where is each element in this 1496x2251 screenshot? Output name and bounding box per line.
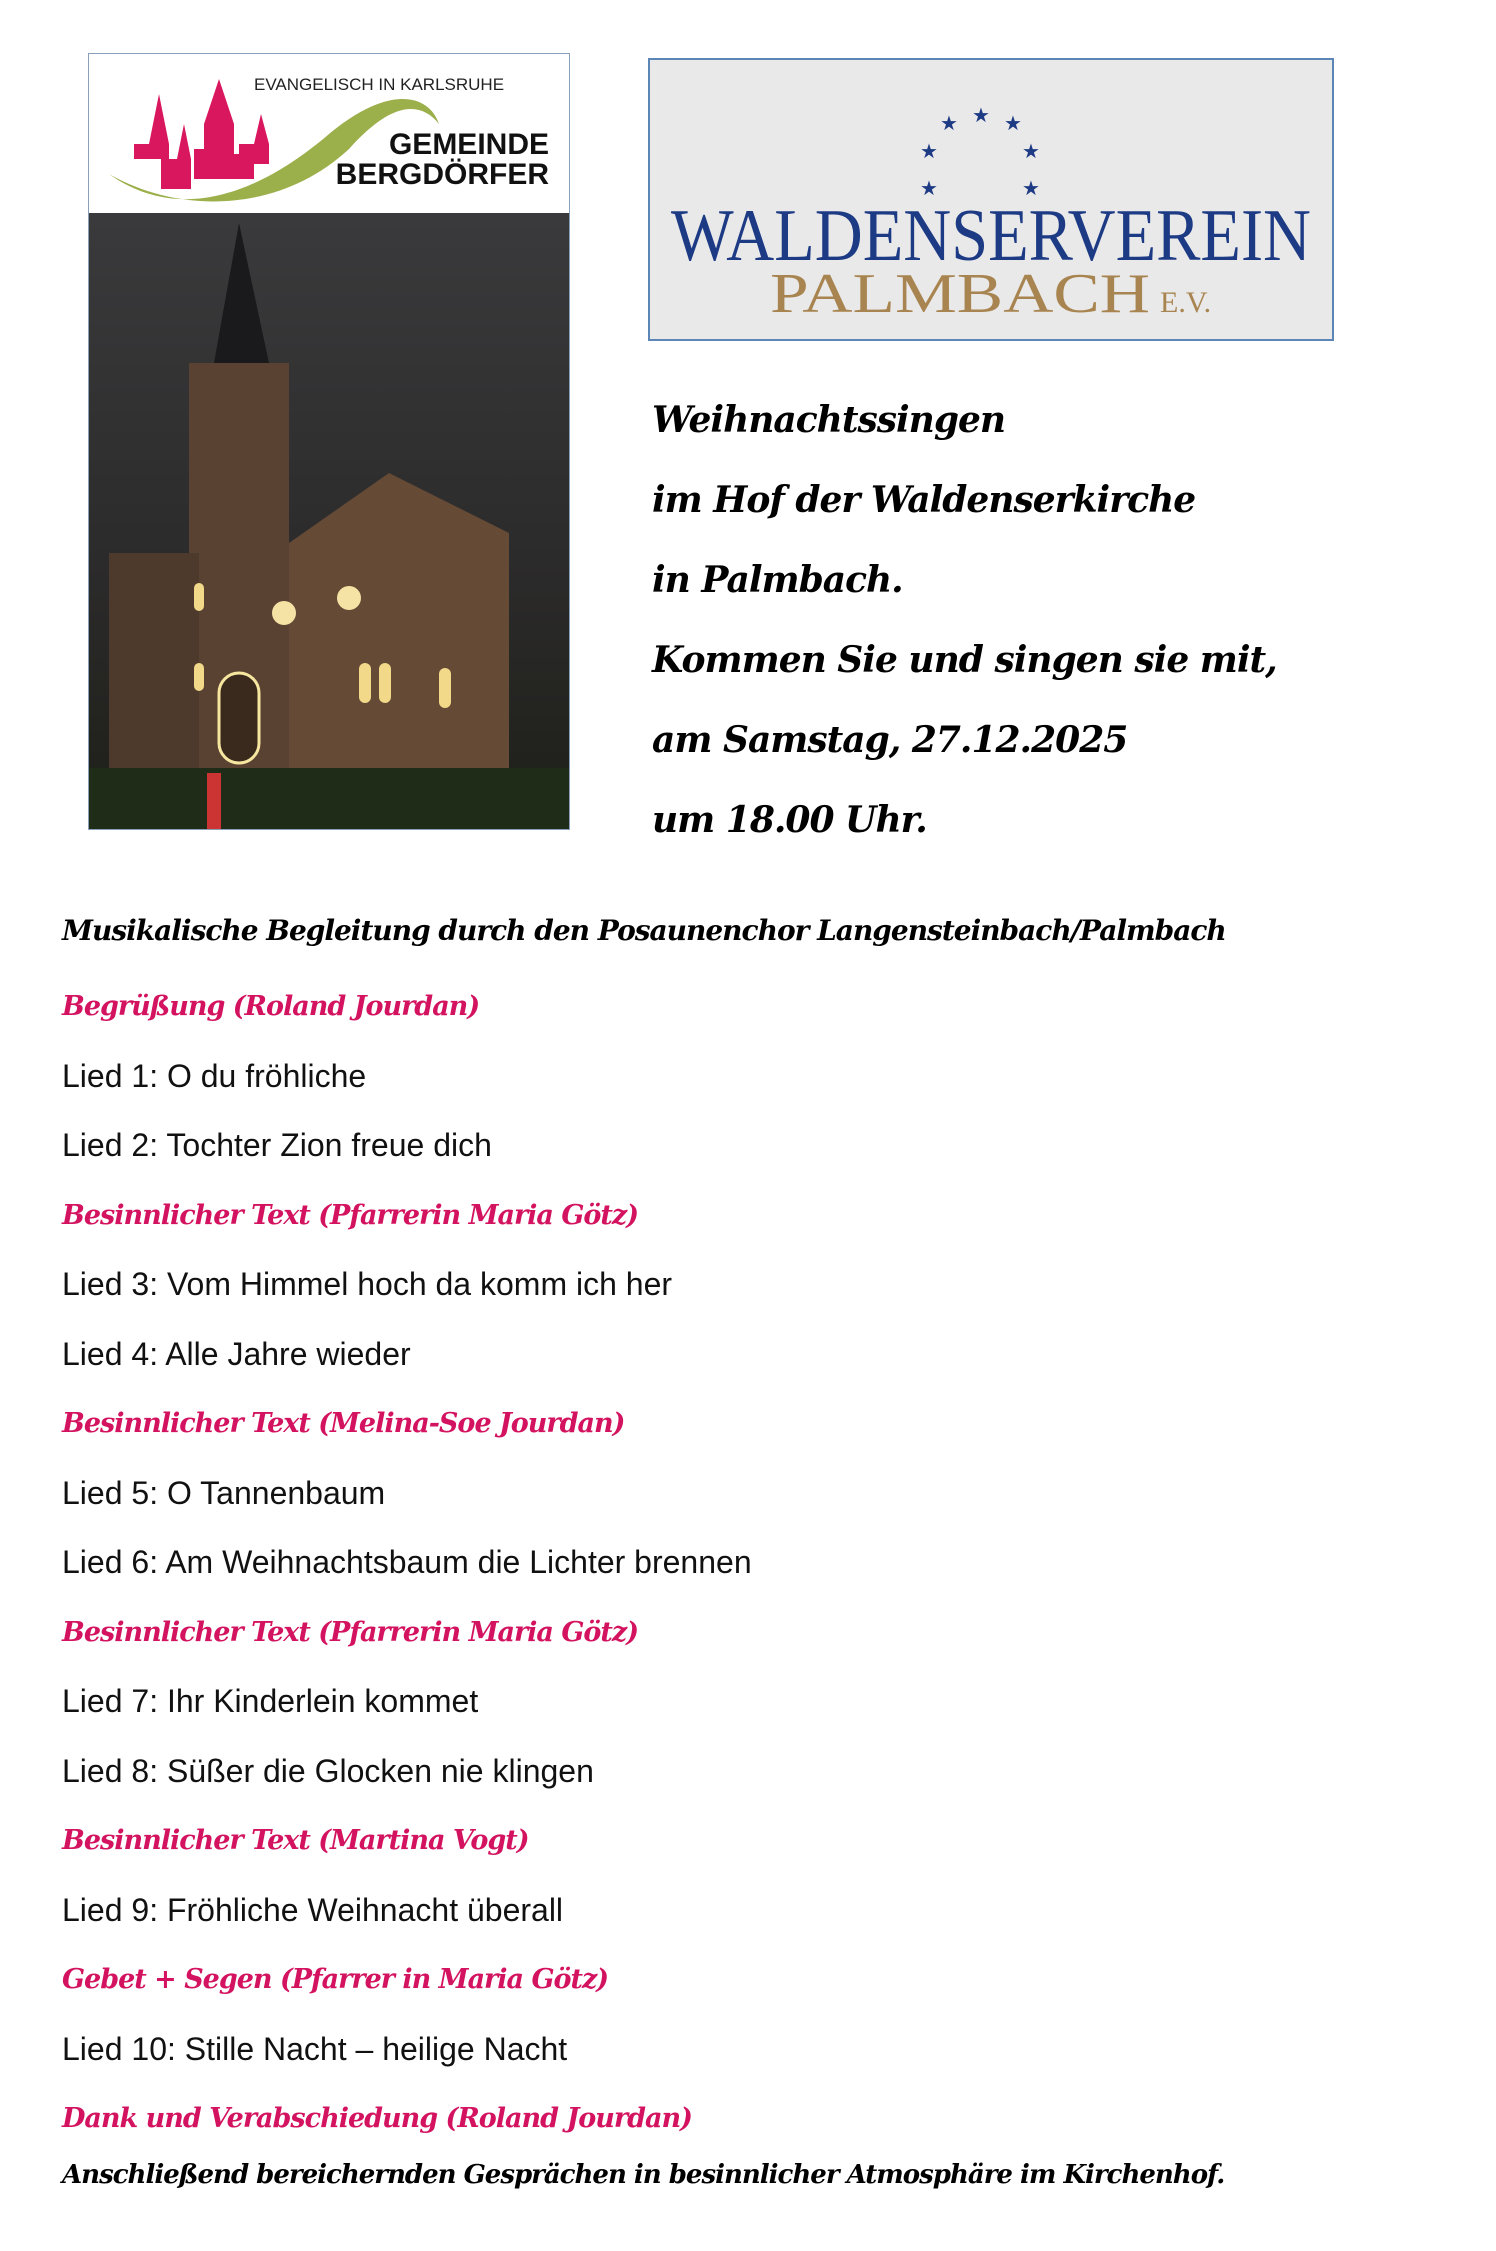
logo-suffix: E.V.: [1160, 286, 1212, 319]
svg-text:★: ★: [920, 139, 938, 163]
headline-line: um 18.00 Uhr.: [652, 799, 927, 841]
logo-tagline: EVANGELISCH IN KARLSRUHE: [254, 75, 505, 94]
song-item: Lied 1: O du fröhliche: [62, 1057, 367, 1094]
speaker-item: Besinnlicher Text (Pfarrerin Maria Götz): [62, 1199, 638, 1231]
stars-icon: [920, 103, 1040, 200]
svg-text:★: ★: [940, 111, 958, 135]
song-item: Lied 4: Alle Jahre wieder: [62, 1335, 411, 1372]
song-item: Lied 10: Stille Nacht – heilige Nacht: [62, 2030, 568, 2067]
church-logo-icon: [89, 54, 569, 213]
program-title: Musikalische Begleitung durch den Posaunenchor Langensteinbach/Palmbach: [62, 913, 1226, 947]
church-night-photo: [89, 213, 569, 829]
logo-name: WALDENSERVEREIN: [671, 195, 1311, 277]
program-list: [62, 900, 1442, 2154]
program-footer: Anschließend bereichernden Gesprächen in besinnlicher Atmosphäre im Kirchenhof.: [62, 2160, 1225, 2190]
headline-line: im Hof der Waldenserkirche: [652, 479, 1196, 521]
svg-text:★: ★: [1004, 111, 1022, 135]
gemeinde-bergdoerfer-logo-with-church-photo: [88, 53, 570, 830]
song-item: Lied 2: Tochter Zion freue dich: [62, 1127, 492, 1164]
song-item: Lied 3: Vom Himmel hoch da komm ich her: [62, 1266, 673, 1303]
song-item: Lied 8: Süßer die Glocken nie klingen: [62, 1752, 594, 1789]
logo-name-line1: GEMEINDE: [388, 128, 549, 161]
logo-name-line2: BERGDÖRFER: [335, 158, 549, 191]
waldenserverein-logo: [648, 58, 1334, 341]
headline-line: Kommen Sie und singen sie mit,: [652, 639, 1277, 681]
speaker-item: Besinnlicher Text (Martina Vogt): [62, 1825, 529, 1857]
svg-text:★: ★: [1022, 139, 1040, 163]
event-headline: [652, 380, 1452, 860]
svg-text:★: ★: [1022, 176, 1040, 200]
speaker-item: Gebet + Segen (Pfarrer in Maria Götz): [62, 1964, 609, 1996]
song-item: Lied 6: Am Weihnachtsbaum die Lichter brennen: [62, 1544, 752, 1581]
song-item: Lied 7: Ihr Kinderlein kommet: [62, 1683, 479, 1720]
song-item: Lied 9: Fröhliche Weihnacht überall: [62, 1891, 564, 1928]
headline-line: Weihnachtssingen: [652, 399, 1006, 441]
svg-text:★: ★: [920, 176, 938, 200]
speaker-item: Besinnlicher Text (Melina-Soe Jourdan): [62, 1408, 625, 1440]
speaker-item: Dank und Verabschiedung (Roland Jourdan): [62, 2103, 692, 2135]
speaker-item: Begrüßung (Roland Jourdan): [62, 991, 480, 1023]
logo-place: PALMBACH: [770, 263, 1150, 325]
speaker-item: Besinnlicher Text (Pfarrerin Maria Götz): [62, 1616, 638, 1648]
gemeinde-bergdoerfer-logo: [89, 54, 569, 213]
headline-line: in Palmbach.: [652, 559, 903, 601]
headline-line: am Samstag, 27.12.2025: [652, 719, 1128, 761]
song-item: Lied 5: O Tannenbaum: [62, 1474, 386, 1511]
svg-text:★: ★: [972, 103, 990, 127]
